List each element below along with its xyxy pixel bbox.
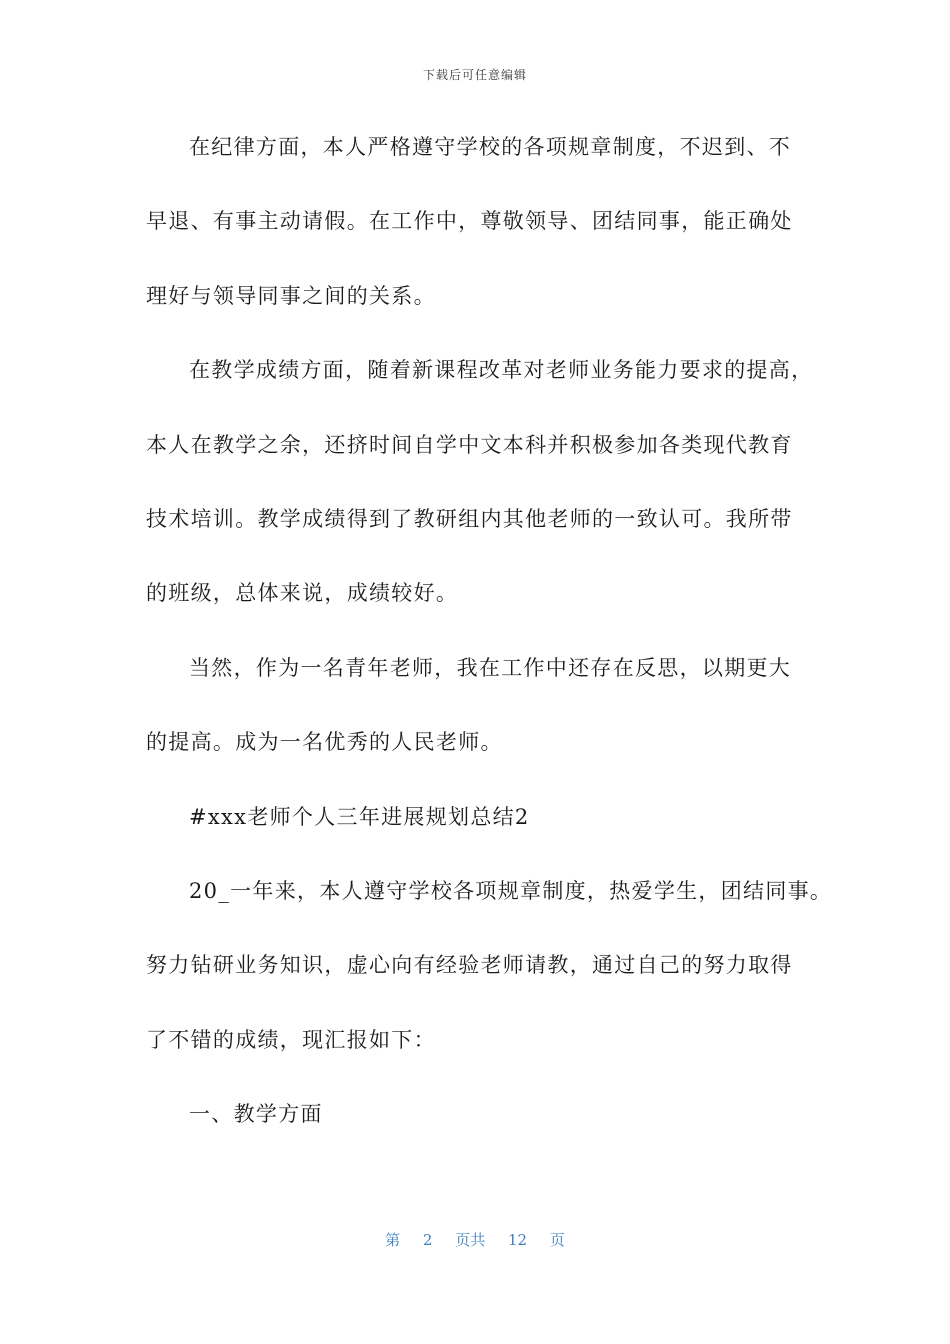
- paragraph-line: 的班级，总体来说，成绩较好。: [146, 581, 459, 606]
- page-header: 下载后可任意编辑: [422, 68, 527, 82]
- page-number: 2: [422, 1231, 433, 1249]
- page-prefix: 第: [385, 1231, 401, 1249]
- paragraph-line: 20_一年来，本人遵守学校各项规章制度，热爱学生，团结同事。: [189, 878, 833, 903]
- paragraph-line: 在教学成绩方面，随着新课程改革对老师业务能力要求的提高，: [189, 358, 814, 383]
- paragraph-line: 当然，作为一名青年老师，我在工作中还存在反思，以期更大: [189, 655, 792, 680]
- paragraph-line: 在纪律方面，本人严格遵守学校的各项规章制度，不迟到、不: [189, 135, 792, 159]
- paragraph-line: 早退、有事主动请假。在工作中，尊敬领导、团结同事，能正确处: [146, 209, 793, 234]
- section-heading: #xxx老师个人三年进展规划总结2: [189, 804, 530, 829]
- document-body: [146, 122, 833, 1163]
- page-suffix: 页: [549, 1231, 565, 1249]
- page-total: 12: [508, 1231, 528, 1249]
- paragraph-line: 的提高。成为一名优秀的人民老师。: [146, 730, 503, 755]
- subsection-heading: 一、教学方面: [189, 1102, 323, 1127]
- page-middle: 页共: [455, 1231, 486, 1249]
- paragraph-line: 技术培训。教学成绩得到了教研组内其他老师的一致认可。我所带: [146, 506, 793, 531]
- paragraph-line: 了不错的成绩，现汇报如下：: [146, 1027, 436, 1052]
- paragraph-line: 本人在教学之余，还挤时间自学中文本科并积极参加各类现代教育: [146, 432, 793, 457]
- paragraph-line: 努力钻研业务知识，虚心向有经验老师请教，通过自己的努力取得: [146, 953, 793, 978]
- paragraph-line: 理好与领导同事之间的关系。: [146, 283, 436, 308]
- page-footer: [0, 1229, 950, 1250]
